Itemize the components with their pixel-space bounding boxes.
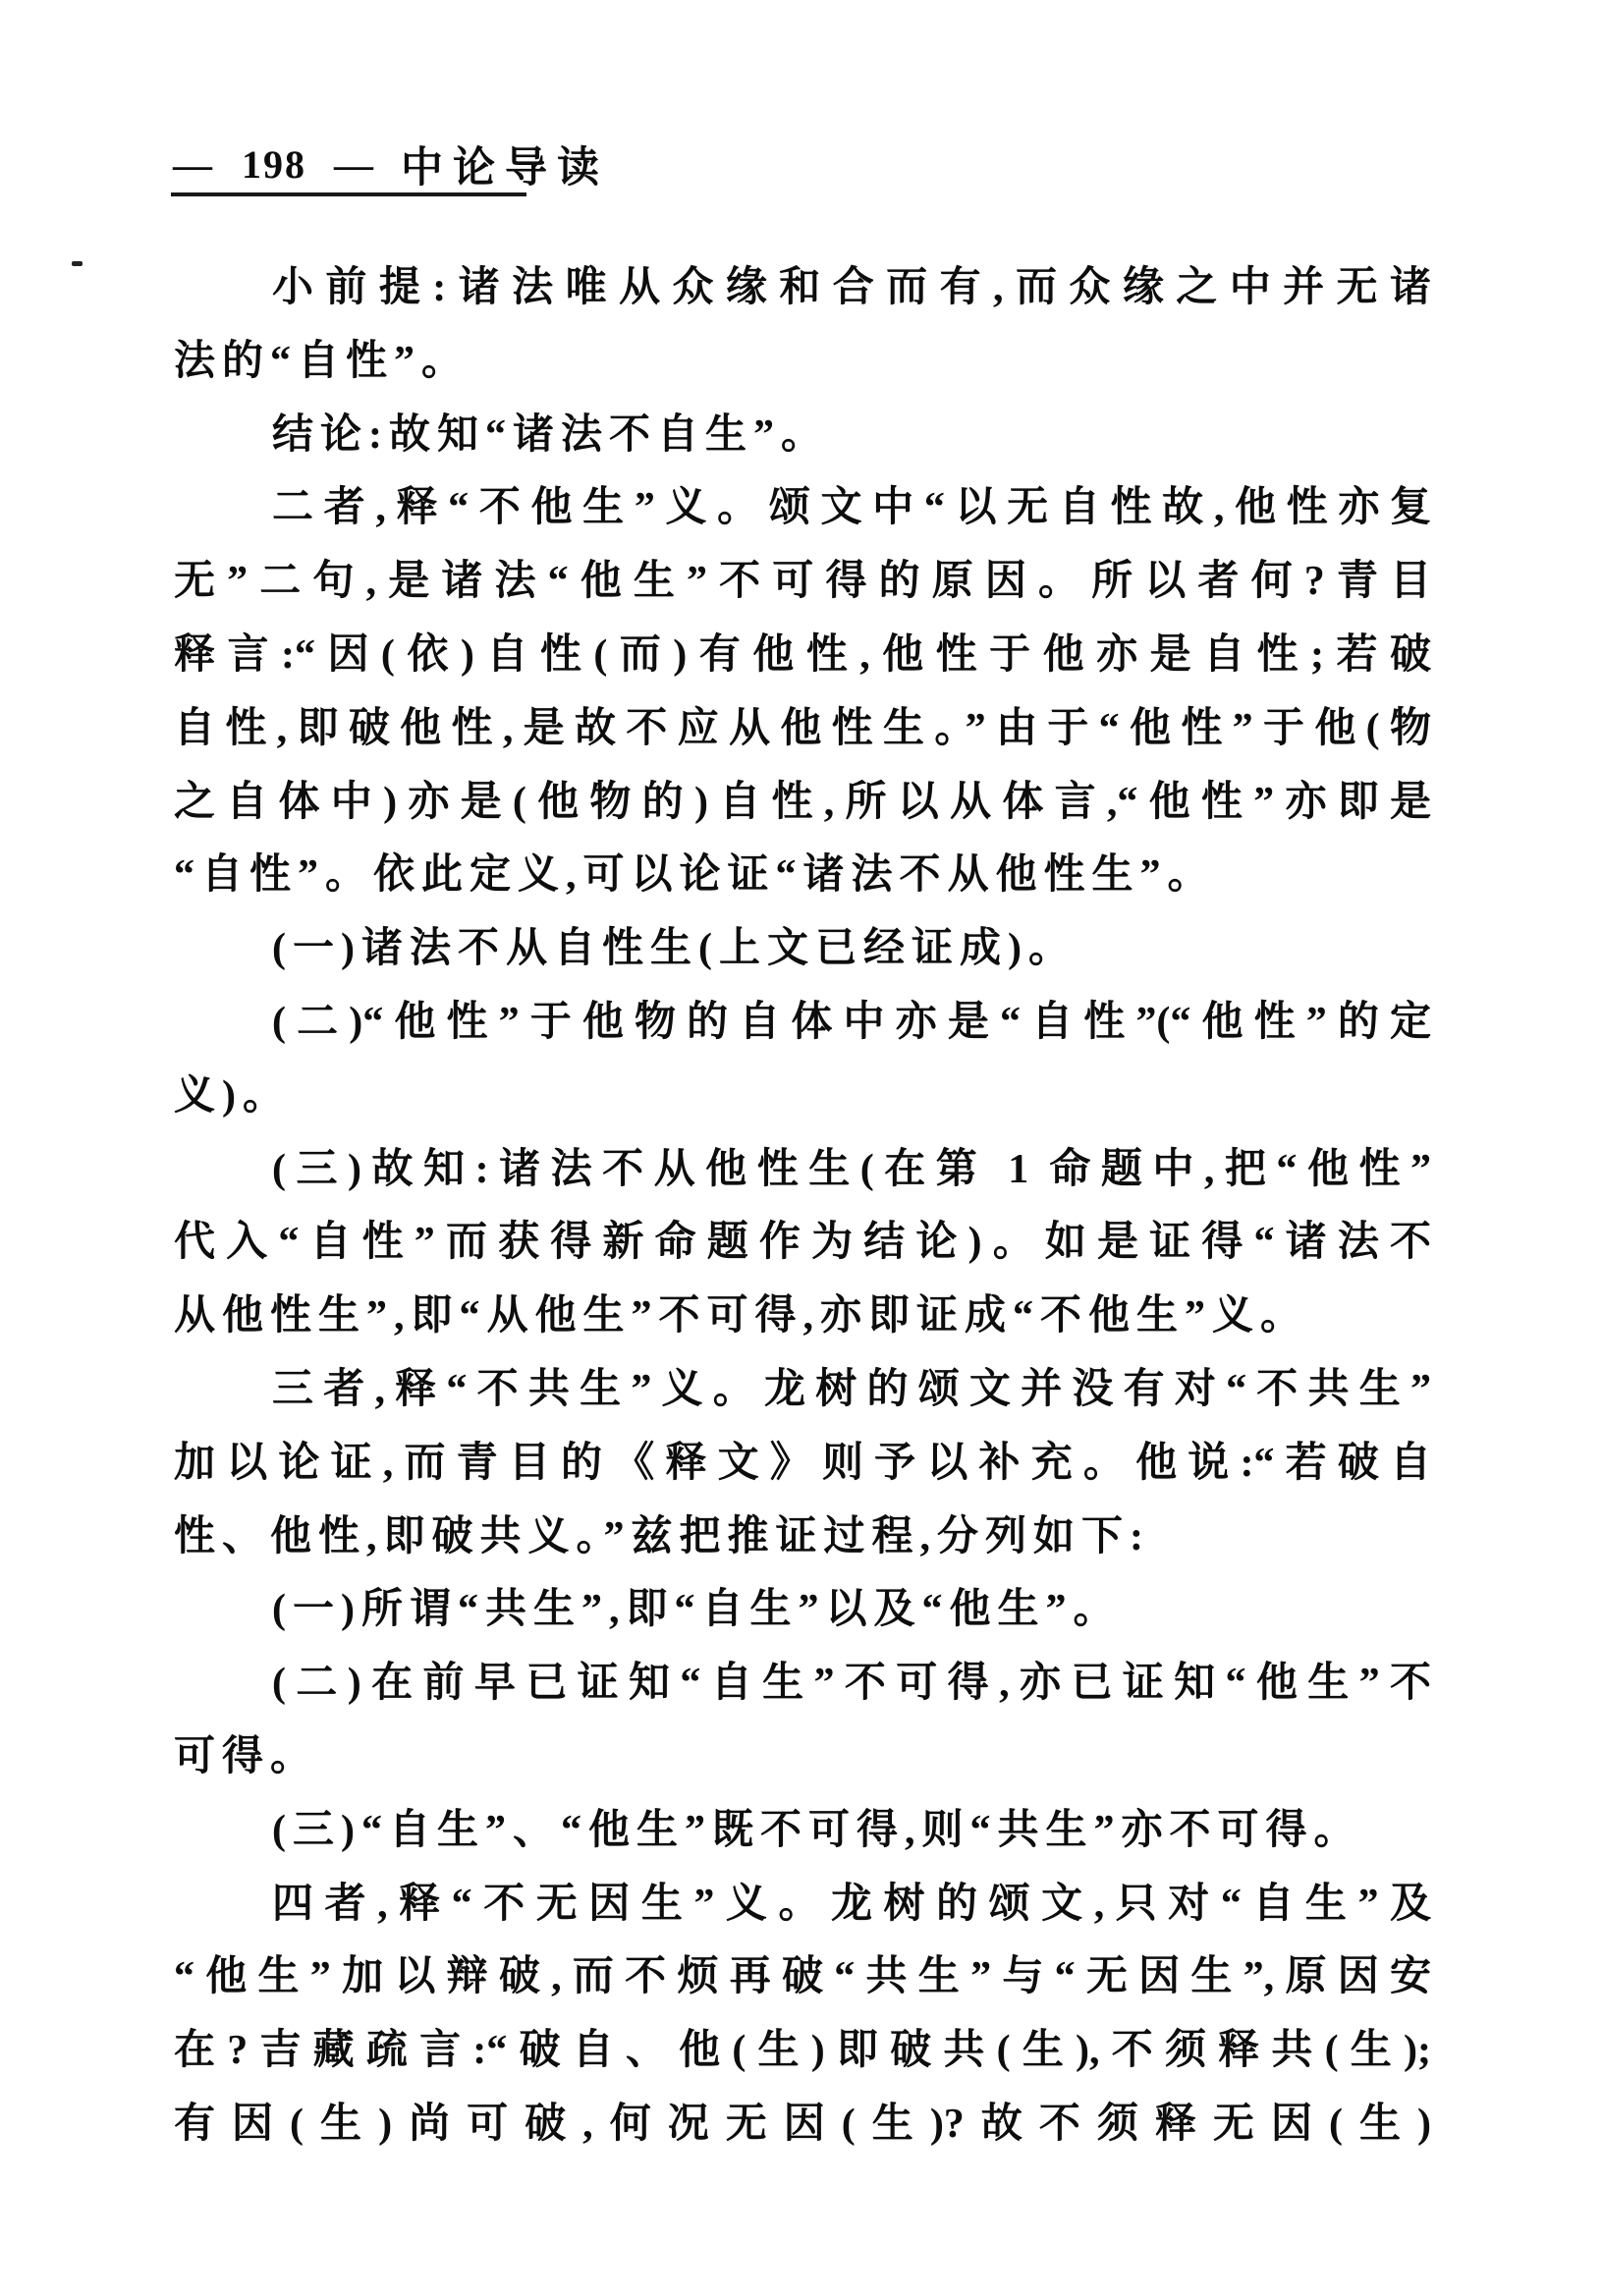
header-rule (171, 192, 526, 196)
text-line: 无”二句,是诸法“他生”不可得的原因。所以者何?青目 (174, 559, 1431, 605)
text-line: 自性,即破他性,是故不应从他性生。”由于“他性”于他(物 (174, 705, 1431, 751)
text-line: 加以论证,而青目的《释文》则予以补充。他说:“若破自 (174, 1440, 1431, 1486)
text-line: 之自体中)亦是(他物的)自性,所以从体言,“他性”亦即是 (174, 779, 1431, 825)
text-line: 在?吉藏疏言:“破自、他(生)即破共(生),不须释共(生); (174, 2028, 1431, 2074)
text-line: 四者,释“不无因生”义。龙树的颂文,只对“自生”及 (272, 1881, 1431, 1927)
page-number: 198 (242, 141, 306, 187)
text-line: (三)“自生”、“他生”既不可得,则“共生”亦不可得。 (272, 1807, 1362, 1853)
text-line: (三)故知:诸法不从他性生(在第 1 命题中,把“他性” (272, 1146, 1431, 1192)
text-line: 三者,释“不共生”义。龙树的颂文并没有对“不共生” (272, 1366, 1431, 1412)
text-line: 释言:“因(依)自性(而)有他性,他性于他亦是自性;若破 (174, 631, 1431, 678)
text-line: (一)诸法不从自性生(上文已经证成)。 (272, 926, 1077, 972)
body-text (174, 251, 1431, 2161)
header-dash-left: — (173, 141, 214, 187)
text-line: 有因(生)尚可破,何况无因(生)?故不须释无因(生) (174, 2101, 1431, 2147)
text-line: (二)在前早已证知“自生”不可得,亦已证知“他生”不 (272, 1661, 1431, 1707)
text-line: (二)“他性”于他物的自体中亦是“自性”(“他性”的定 (272, 999, 1431, 1045)
text-line: 从他性生”,即“从他生”不可得,亦即证成“不他生”义。 (174, 1293, 1309, 1339)
text-line: 义)。 (174, 1072, 291, 1119)
header-dash-right: — (334, 141, 375, 187)
text-line: “他生”加以辩破,而不烦再破“共生”与“无因生”,原因安 (174, 1954, 1431, 2000)
text-line: 可得。 (174, 1733, 319, 1779)
scan-artifact-mark (72, 261, 83, 266)
text-line: “自性”。依此定义,可以论证“诸法不从他性生”。 (174, 852, 1216, 899)
text-line: 代入“自性”而获得新命题作为结论)。如是证得“诸法不 (174, 1220, 1431, 1266)
page-header (173, 140, 609, 191)
text-line: 性、他性,即破共义。”兹把推证过程,分列如下: (174, 1513, 1150, 1559)
text-line: (一)所谓“共生”,即“自生”以及“他生”。 (272, 1587, 1122, 1633)
text-line: 小前提:诸法唯从众缘和合而有,而众缘之中并无诸 (272, 265, 1431, 310)
text-line: 结论:故知“诸法不自生”。 (272, 411, 829, 458)
book-title: 中论导读 (401, 144, 609, 191)
text-line: 二者,释“不他生”义。颂文中“以无自性故,他性亦复 (272, 485, 1431, 531)
text-line: 法的“自性”。 (174, 338, 470, 384)
